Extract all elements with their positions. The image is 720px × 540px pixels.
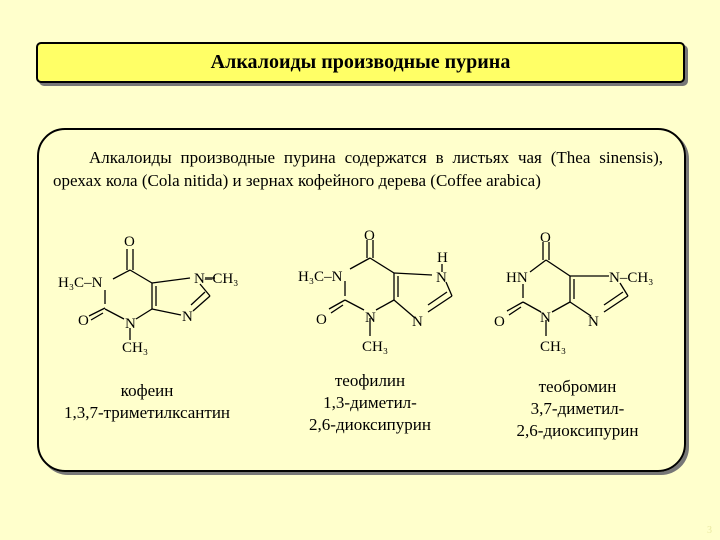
theobromine-o-left: O [494,314,505,330]
theobromine-structure [507,242,628,336]
caffeine-n9: N [182,309,193,325]
intro-paragraph: Алкалоиды производные пурина содержатся в листьях чая (Thea sinensis), орехах кола (Cola nitida) и зернах кофейного дерева (Coffee arabica) [53,148,663,190]
theobromine-systematic-1: 3,7-диметил- [530,399,625,418]
theobromine-n7: N–CH₃ [609,270,654,286]
caffeine-n1: H₃C–N [58,275,103,291]
theophylline-h: H [437,250,448,266]
slide-title: Алкалоиды производные пурина [210,51,511,73]
theophylline-n9: N [412,314,423,330]
theobromine-name: теобромин [538,377,617,396]
caffeine-o-left: O [78,313,89,329]
slide-number: 3 [707,525,712,536]
theophylline-name: теофилин [334,371,406,390]
theophylline-systematic-2: 2,6-диоксипурин [309,415,431,434]
caffeine-systematic: 1,3,7-триметилксантин [63,403,231,422]
caffeine-o-top: O [124,234,135,250]
theophylline-n1: H₃C–N [298,269,343,285]
theophylline-structure [329,240,452,336]
theobromine-n9: N [588,314,599,330]
caffeine-caption [42,380,252,424]
caffeine-ch3: CH₃ [122,340,149,356]
theophylline-n7: N [436,270,447,286]
theobromine-o-top: O [540,230,551,246]
theobromine-ch3: CH₃ [540,339,567,355]
theophylline-o-top: O [364,228,375,244]
theophylline-systematic-1: 1,3-диметил- [323,393,417,412]
caffeine-name: кофеин [120,381,174,400]
theophylline-caption [290,370,450,436]
caffeine-n7: N–CH₃ [194,271,239,287]
caffeine-n3: N [125,316,136,332]
theobromine-systematic-2: 2,6-диоксипурин [516,421,639,440]
theobromine-caption [495,376,660,442]
theobromine-n3: N [540,310,551,326]
theophylline-o-left: O [316,312,327,328]
theobromine-n1: HN [506,270,528,286]
theophylline-n3: N [365,310,376,326]
theophylline-ch3: CH₃ [362,339,389,355]
caffeine-structure [89,249,215,340]
